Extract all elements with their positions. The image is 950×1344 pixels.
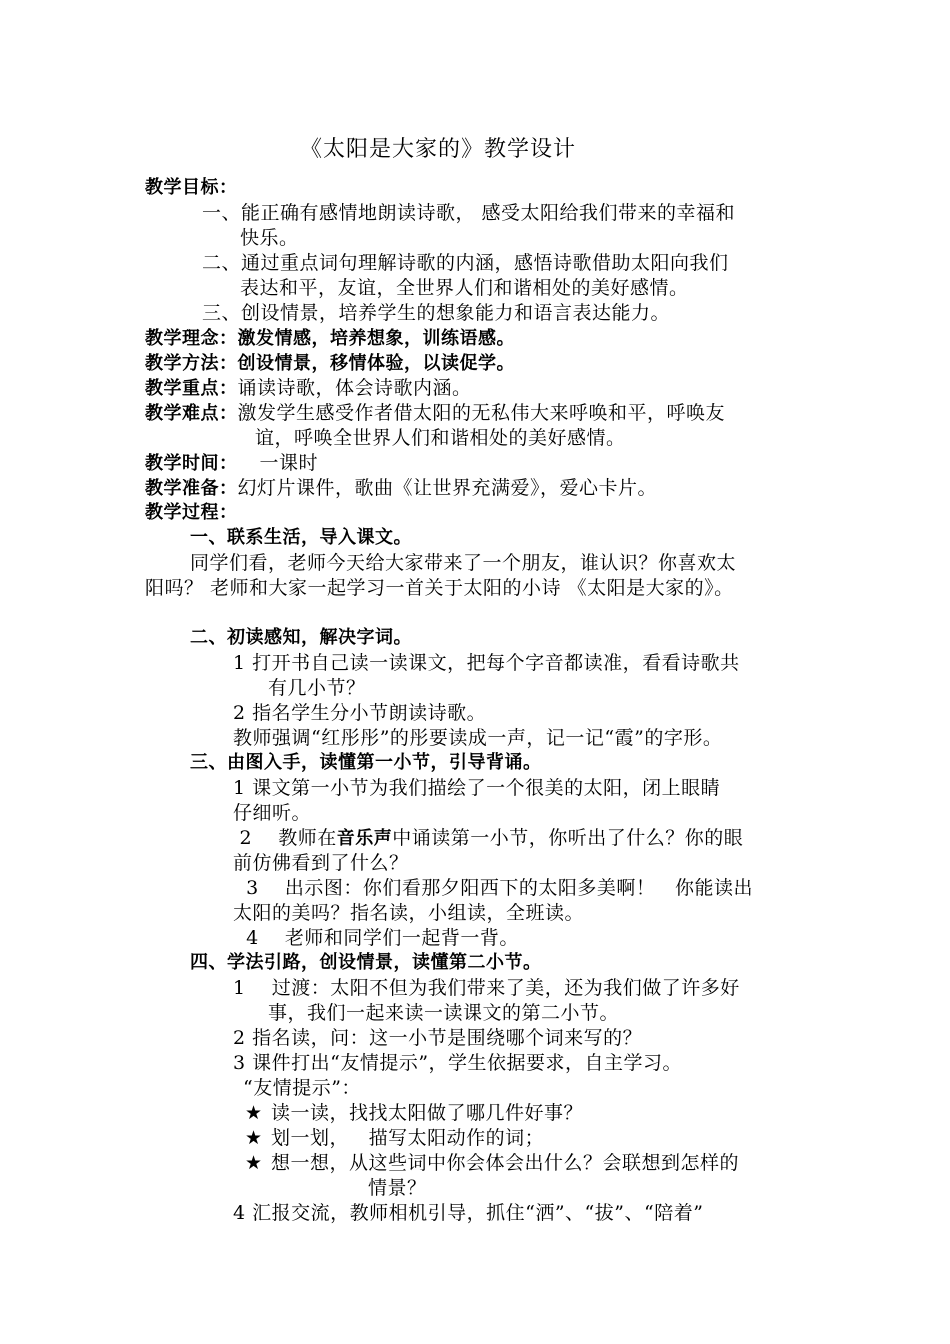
section-1-paragraph-2: 阳吗？ 老师和大家一起学习一首关于太阳的小诗 《太阳是大家的》。 bbox=[145, 577, 734, 599]
method-line bbox=[145, 351, 515, 376]
tip-3-text-1: 想一想，从这些词中你会体会出什么？会联想到怎样的 bbox=[271, 1152, 740, 1174]
section-3-item-2-line-2: 前仿佛看到了什么？ bbox=[233, 852, 409, 874]
section-4-item-1-line-2: 事，我们一起来读一读课文的第二小节。 bbox=[268, 1002, 620, 1024]
section-4-item-4: 4 汇报交流，教师相机引导，抓住“洒”、“拔”、“陪着” bbox=[233, 1202, 704, 1224]
prep-text: 幻灯片课件，歌曲《让世界充满爱》，爱心卡片。 bbox=[237, 477, 658, 499]
concept-line bbox=[145, 326, 515, 351]
tip-1 bbox=[245, 1101, 583, 1125]
concept-text: 激发情感，培养想象，训练语感。 bbox=[237, 328, 515, 349]
tip-2 bbox=[245, 1126, 544, 1150]
section-2-item-3: 教师强调“红彤彤”的彤要读成一声，记一记“霞”的字形。 bbox=[233, 727, 723, 749]
page-title: 《太阳是大家的》教学设计 bbox=[300, 137, 577, 162]
section-2-item-1-line-2: 有几小节？ bbox=[268, 677, 366, 699]
section-3-item-2-post: 中诵读第一小节，你听出了什么？你的眼 bbox=[392, 827, 744, 849]
goal-1-line-1: 一、能正确有感情地朗读诗歌， 感受太阳给我们带来的幸福和 bbox=[202, 202, 736, 224]
section-2-item-1-line-1: 1 打开书自己读一读课文，把每个字音都读准，看看诗歌共 bbox=[233, 652, 740, 674]
tip-3-text-2: 情景？ bbox=[368, 1177, 427, 1199]
section-3-item-2-line-1 bbox=[233, 826, 743, 851]
tip-1-text: 读一读，找找太阳做了哪几件好事？ bbox=[271, 1102, 584, 1124]
method-text: 创设情景，移情体验，以读促学。 bbox=[237, 353, 515, 374]
difficulty-text-2: 谊，呼唤全世界人们和谐相处的美好感情。 bbox=[255, 427, 626, 449]
section-1-paragraph-1: 同学们看，老师今天给大家带来了一个朋友，谁认识？你喜欢太 bbox=[190, 552, 737, 574]
difficulty-text-1: 激发学生感受作者借太阳的无私伟大来呼唤和平，呼唤友 bbox=[237, 402, 726, 424]
star-icon: ★ bbox=[245, 1102, 263, 1124]
goal-1-line-2: 快乐。 bbox=[240, 227, 299, 249]
time-line bbox=[145, 451, 318, 476]
section-3-item-3-line-1: 3 出示图：你们看那夕阳西下的太阳多美啊！ 你能读出 bbox=[233, 877, 753, 899]
process-label: 教学过程： bbox=[145, 502, 238, 523]
section-4-item-1-line-1: 1 过渡：太阳不但为我们带来了美，还为我们做了许多好 bbox=[233, 977, 740, 999]
prep-line bbox=[145, 476, 657, 501]
star-icon: ★ bbox=[245, 1152, 263, 1174]
section-3-item-1-line-1: 1 课文第一小节为我们描绘了一个很美的太阳，闭上眼睛 bbox=[233, 777, 721, 799]
music-keyword: 音乐声 bbox=[336, 828, 393, 849]
key-line bbox=[145, 376, 472, 401]
prep-label: 教学准备： bbox=[145, 478, 238, 499]
section-4-heading: 四、学法引路，创设情景，读懂第二小节。 bbox=[190, 952, 542, 973]
method-label: 教学方法： bbox=[145, 353, 238, 374]
concept-label: 教学理念： bbox=[145, 328, 238, 349]
section-4-item-2: 2 指名读，问：这一小节是围绕哪个词来写的？ bbox=[233, 1027, 643, 1049]
section-3-item-2-pre: 2 教师在 bbox=[233, 827, 337, 849]
section-4-item-3: 3 课件打出“友情提示”，学生依据要求，自主学习。 bbox=[233, 1052, 683, 1074]
time-label: 教学时间： bbox=[145, 453, 238, 474]
section-1-heading: 一、联系生活，导入课文。 bbox=[190, 527, 412, 548]
tip-label: “友情提示”： bbox=[243, 1077, 361, 1099]
section-3-heading: 三、由图入手，读懂第一小节，引导背诵。 bbox=[190, 752, 542, 773]
goal-2-line-1: 二、通过重点词句理解诗歌的内涵，感悟诗歌借助太阳向我们 bbox=[202, 252, 729, 274]
difficulty-label: 教学难点： bbox=[145, 403, 238, 424]
goals-label: 教学目标： bbox=[145, 177, 238, 198]
goal-3: 三、创设情景，培养学生的想象能力和语言表达能力。 bbox=[202, 302, 671, 324]
section-2-heading: 二、初读感知，解决字词。 bbox=[190, 627, 412, 648]
tip-2-text: 划一划， 描写太阳动作的词； bbox=[271, 1127, 545, 1149]
tip-3 bbox=[245, 1151, 739, 1175]
key-label: 教学重点： bbox=[145, 378, 238, 399]
section-2-item-2: 2 指名学生分小节朗读诗歌。 bbox=[233, 702, 487, 724]
time-text: 一课时 bbox=[259, 452, 319, 474]
difficulty-line bbox=[145, 401, 725, 426]
key-text: 诵读诗歌，体会诗歌内涵。 bbox=[237, 377, 472, 399]
section-3-item-1-line-2: 仔细听。 bbox=[233, 802, 312, 824]
star-icon: ★ bbox=[245, 1127, 263, 1149]
section-3-item-3-line-2: 太阳的美吗？指名读，小组读，全班读。 bbox=[233, 902, 585, 924]
section-3-item-4: 4 老师和同学们一起背一背。 bbox=[233, 927, 519, 949]
goal-2-line-2: 表达和平，友谊，全世界人们和谐相处的美好感情。 bbox=[240, 277, 689, 299]
